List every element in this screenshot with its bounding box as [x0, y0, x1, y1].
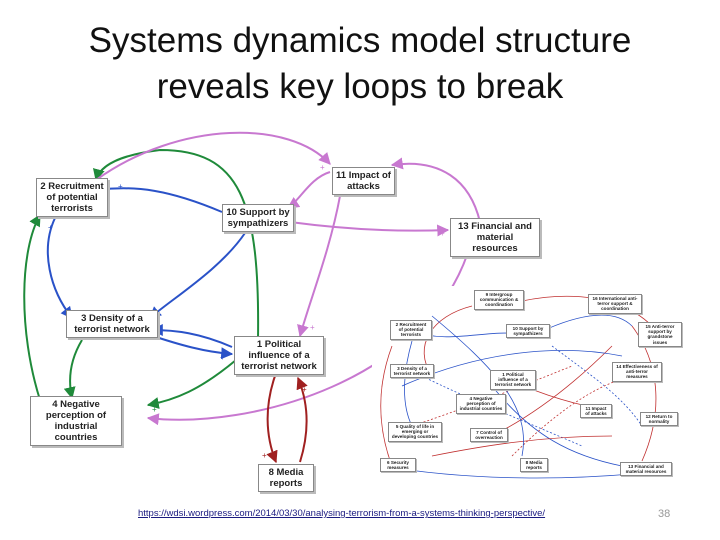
inset-node-10: 10 Support by sympathizers: [506, 324, 550, 338]
node-political-influence: 1 Political influence of a terrorist network: [234, 336, 324, 375]
svg-text:+: +: [152, 405, 157, 414]
node-impact-of-attacks: 11 Impact of attacks: [332, 167, 395, 195]
link-11-to-1: [300, 196, 340, 336]
inset-node-14: 14 Effectiveness of anti-terror measures: [612, 362, 662, 382]
inset-node-16: 16 International anti-terror support & coordination: [588, 294, 642, 314]
link-3-to-4-green: [70, 340, 82, 398]
inset-node-15: 15 Anti-terror support by grandstone issues: [638, 322, 682, 347]
link-11-to-10: [288, 172, 330, 208]
inset-node-7: 7 Control of overreaction: [470, 428, 508, 442]
link-1-to-8: [268, 376, 276, 462]
title-line-2: reveals key loops to break: [156, 67, 564, 106]
inset-node-6: 6 Security measures: [380, 458, 416, 472]
link-2-to-3: [48, 218, 72, 318]
node-recruitment: 2 Recruitment of potential terrorists: [36, 178, 108, 217]
svg-text:+: +: [302, 385, 307, 394]
link-4-to-2: [24, 215, 40, 400]
inset-node-8: 8 Media reports: [520, 458, 548, 472]
link-10-to-13: [290, 222, 448, 231]
node-density-network: 3 Density of a terrorist network: [66, 310, 158, 338]
node-media-reports: 8 Media reports: [258, 464, 314, 492]
link-3-to-1: [150, 335, 232, 354]
inset-node-5: 5 Quality of life in emerging or developing countries: [388, 422, 442, 442]
inset-node-1: 1 Political influence of a terrorist network: [490, 370, 536, 390]
svg-text:+: +: [220, 353, 225, 362]
inset-node-9: 9 Intergroup communication & coordination: [474, 290, 524, 310]
inset-node-11: 11 Impact of attacks: [580, 404, 612, 418]
inset-node-2: 2 Recruitment of potential terrorists: [390, 320, 432, 340]
svg-text:+: +: [48, 223, 53, 232]
link-13-to-11: [392, 164, 480, 222]
source-link[interactable]: https://wdsi.wordpress.com/2014/03/30/analysing-terrorism-from-a-systems-thinking-perspective/: [138, 508, 546, 519]
link-10-to-2: [98, 188, 222, 212]
detailed-diagram-inset: [372, 286, 678, 482]
svg-text:+: +: [262, 451, 267, 460]
inset-node-12: 12 Return to normality: [640, 412, 678, 426]
link-10-to-3: [150, 233, 245, 318]
node-financial-resources: 13 Financial and material resources: [450, 218, 540, 257]
page-number: 38: [658, 508, 671, 520]
svg-text:+: +: [320, 163, 325, 172]
svg-text:+: +: [440, 229, 445, 238]
node-support-by-sympathizers: 10 Support by sympathizers: [222, 204, 294, 232]
inset-node-13: 13 Financial and material resources: [620, 462, 672, 476]
title-line-1: Systems dynamics model structure: [88, 21, 632, 60]
node-negative-perception: 4 Negative perception of industrial countries: [30, 396, 122, 446]
svg-text:+: +: [310, 323, 315, 332]
inset-node-4: 4 Negative perception of industrial countries: [456, 394, 506, 414]
link-1-to-4: [148, 360, 236, 405]
inset-node-3: 3 Density of a terrorist network: [390, 364, 434, 378]
svg-text:+: +: [118, 182, 123, 191]
